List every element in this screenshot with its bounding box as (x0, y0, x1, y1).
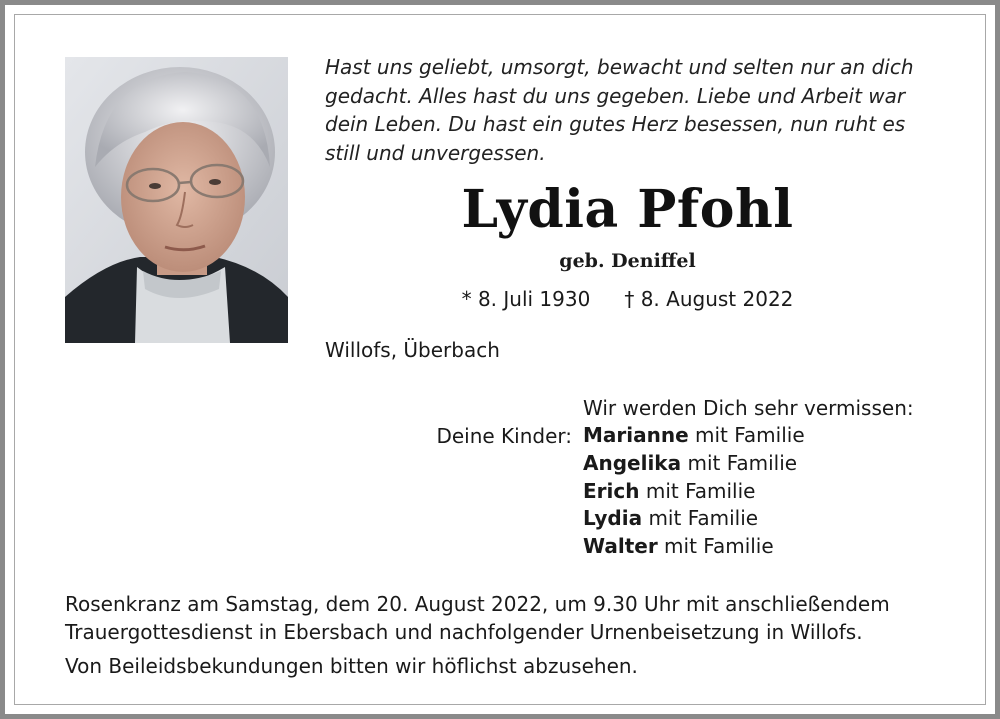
maiden-name: geb. Deniffel (559, 250, 696, 272)
child-name: Angelika (583, 450, 682, 475)
birth-date: * 8. Juli 1930 (461, 287, 591, 311)
service-info (65, 590, 945, 646)
list-item (583, 505, 805, 533)
place-of-residence: Willofs, Überbach (325, 338, 500, 362)
poem-line: still und unvergessen. (325, 140, 546, 165)
service-line: Rosenkranz am Samstag, dem 20. August 2022, um 9.30 Uhr mit anschließendem (65, 592, 890, 616)
poem-line: gedacht. Alles hast du uns gegeben. Liebe und Arbeit war (325, 83, 906, 108)
child-suffix: mit Familie (664, 534, 774, 559)
condolence-note: Von Beileidsbekundungen bitten wir höflichst abzusehen. (65, 654, 638, 678)
child-suffix: mit Familie (645, 478, 756, 503)
portrait-photo (65, 57, 288, 343)
life-dates (325, 285, 930, 313)
children-label: Deine Kinder: (436, 424, 572, 448)
child-suffix: mit Familie (695, 423, 805, 447)
poem-line: Hast uns geliebt, umsorgt, bewacht und selten nur an dich (325, 55, 914, 79)
poem-line: dein Leben. Du hast ein gutes Herz besessen, nun ruht es (325, 112, 906, 136)
child-name: Walter (583, 534, 658, 559)
child-name: Erich (583, 478, 640, 503)
service-line: Trauergottesdienst in Ebersbach und nachfolgender Urnenbeisetzung in Willofs. (65, 620, 863, 644)
child-suffix: mit Familie (687, 450, 798, 475)
mourners-intro: Wir werden Dich sehr vermissen: (583, 396, 914, 420)
list-item (583, 478, 805, 506)
list-item (583, 533, 805, 561)
deceased-name: Lydia Pfohl (461, 179, 794, 240)
children-list (583, 422, 805, 561)
portrait-illustration (65, 57, 288, 343)
child-name: Marianne (583, 423, 689, 447)
child-name: Lydia (583, 506, 643, 531)
child-suffix: mit Familie (648, 506, 759, 531)
list-item (583, 450, 805, 478)
death-date: † 8. August 2022 (624, 287, 794, 311)
list-item (583, 422, 805, 450)
memorial-poem (325, 53, 955, 167)
